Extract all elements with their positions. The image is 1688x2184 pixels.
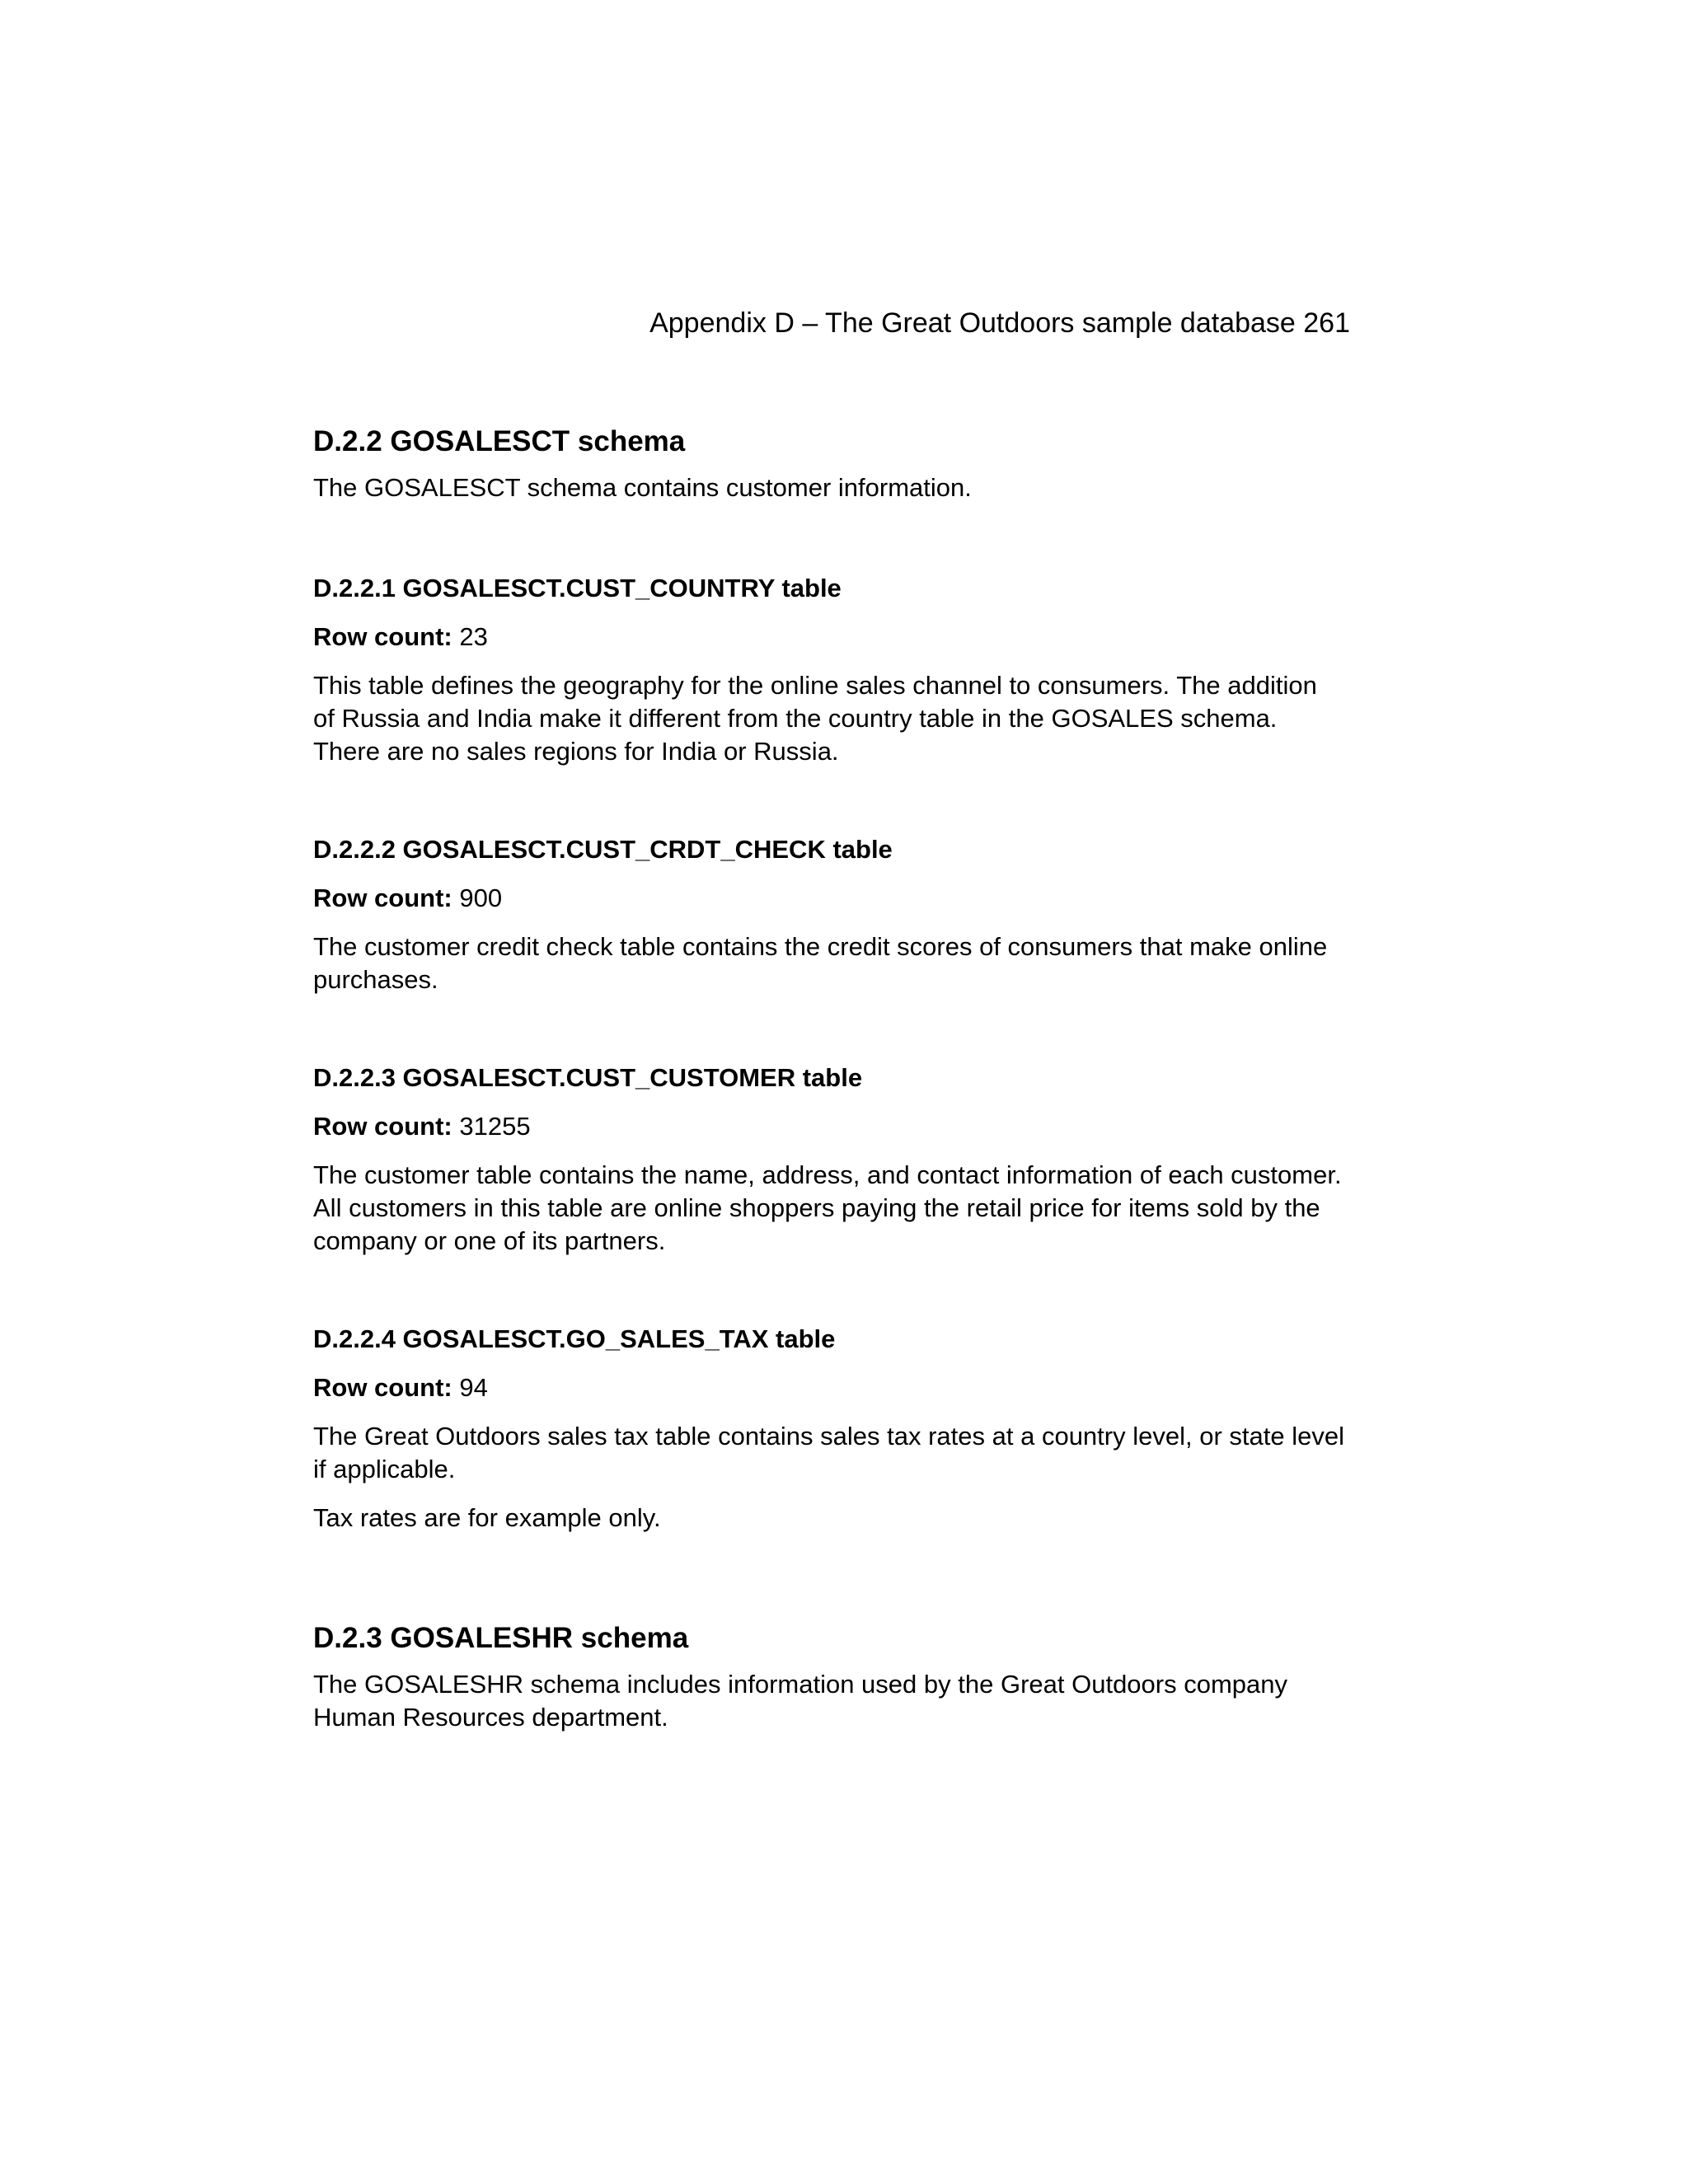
table-heading: D.2.2.3 GOSALESCT.CUST_CUSTOMER table xyxy=(313,1063,863,1092)
table-description xyxy=(313,930,1350,996)
table-cust-country xyxy=(313,573,1350,768)
description-line: company or one of its partners. xyxy=(313,1226,666,1255)
row-count-label: Row count: xyxy=(313,622,452,651)
table-go-sales-tax xyxy=(313,1324,1350,1535)
row-count-label: Row count: xyxy=(313,883,452,912)
row-count-label: Row count: xyxy=(313,1373,452,1402)
table-description xyxy=(313,1159,1350,1258)
table-heading: D.2.2.2 GOSALESCT.CUST_CRDT_CHECK table xyxy=(313,835,893,864)
description-line: All customers in this table are online shoppers paying the retail price for items sold by the xyxy=(313,1193,1320,1222)
table-cust-customer xyxy=(313,1062,1350,1258)
section-gosaleshr xyxy=(313,1620,1350,1734)
row-count xyxy=(313,1371,1350,1404)
row-count xyxy=(313,1110,1350,1143)
table-description xyxy=(313,669,1350,768)
description-line: The customer table contains the name, address, and contact information of each customer. xyxy=(313,1160,1342,1189)
description-line: There are no sales regions for India or Russia. xyxy=(313,737,839,766)
section-heading: D.2.3 GOSALESHR schema xyxy=(313,1622,689,1654)
table-note: Tax rates are for example only. xyxy=(313,1503,661,1532)
row-count-value: 900 xyxy=(459,883,503,912)
running-header: Appendix D – The Great Outdoors sample database 261 xyxy=(649,307,1350,339)
row-count xyxy=(313,882,1350,915)
table-cust-crdt-check xyxy=(313,834,1350,996)
description-line: The customer credit check table contains the credit scores of consumers that make online xyxy=(313,932,1328,961)
description-line: if applicable. xyxy=(313,1455,456,1483)
table-description xyxy=(313,1420,1350,1486)
description-line: of Russia and India make it different from the country table in the GOSALES schema. xyxy=(313,704,1278,733)
intro-line: The GOSALESHR schema includes information used by the Great Outdoors company xyxy=(313,1670,1288,1699)
row-count xyxy=(313,621,1350,654)
table-heading: D.2.2.4 GOSALESCT.GO_SALES_TAX table xyxy=(313,1324,836,1353)
description-line: This table defines the geography for the online sales channel to consumers. The addition xyxy=(313,671,1317,700)
description-line: The Great Outdoors sales tax table contains sales tax rates at a country level, or state level xyxy=(313,1422,1344,1451)
table-heading: D.2.2.1 GOSALESCT.CUST_COUNTRY table xyxy=(313,574,842,602)
row-count-label: Row count: xyxy=(313,1112,452,1141)
section-intro: The GOSALESCT schema contains customer information. xyxy=(313,473,972,502)
intro-line: Human Resources department. xyxy=(313,1703,668,1732)
section-intro xyxy=(313,1668,1350,1734)
row-count-value: 23 xyxy=(459,622,488,651)
description-line: purchases. xyxy=(313,965,438,994)
section-heading: D.2.2 GOSALESCT schema xyxy=(313,425,686,457)
row-count-value: 94 xyxy=(459,1373,488,1402)
section-gosalesct xyxy=(313,424,1350,504)
row-count-value: 31255 xyxy=(459,1112,531,1141)
